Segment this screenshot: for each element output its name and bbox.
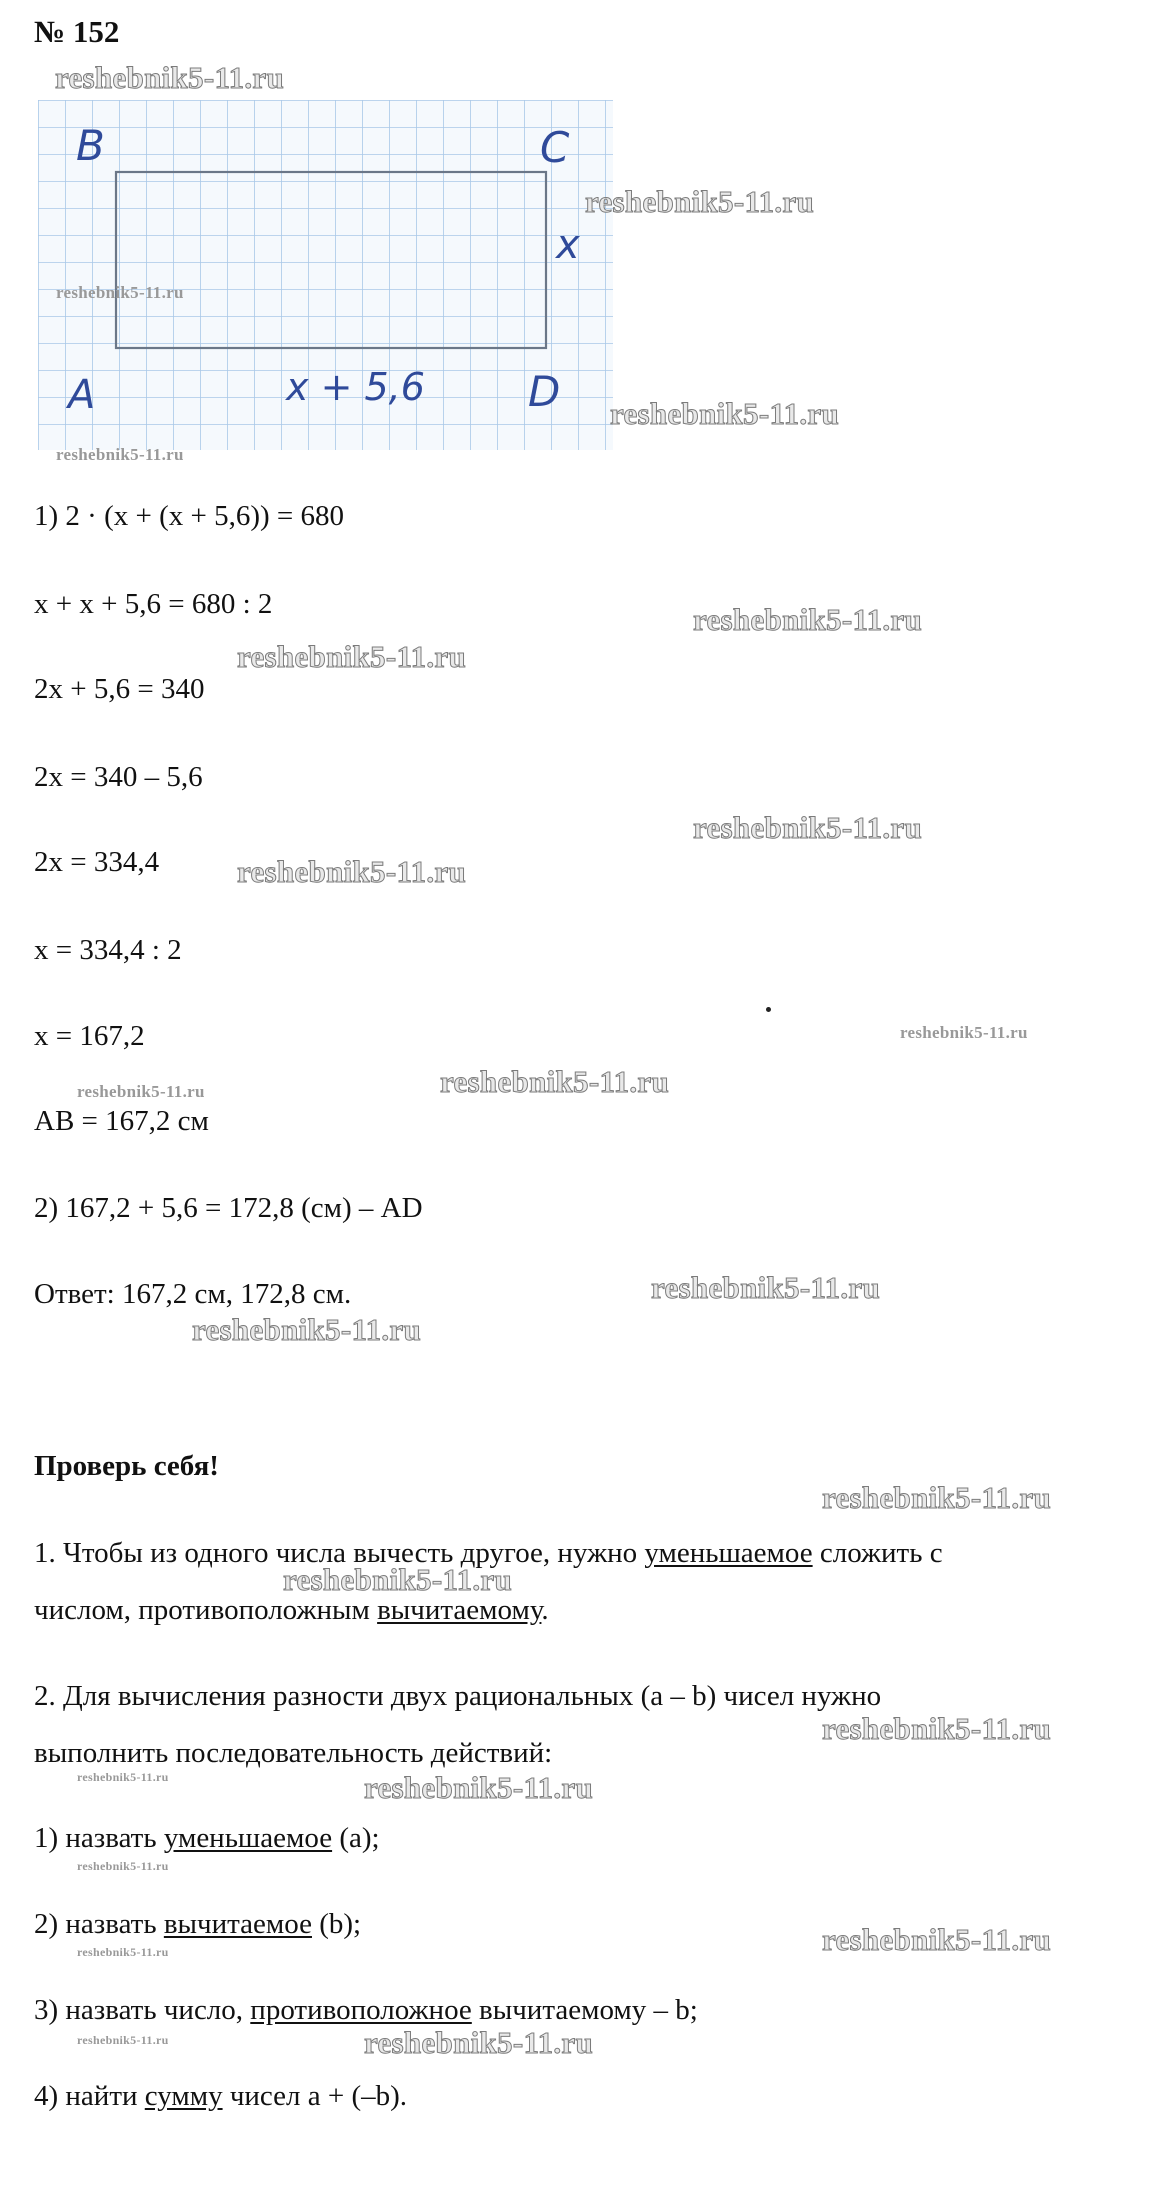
watermark: reshebnik5-11.ru — [237, 639, 467, 674]
p1-text-a: 1. Чтобы из одного числа вычесть другое, нужно — [34, 1537, 645, 1569]
solution-line-5: 2x = 334,4 — [34, 846, 160, 878]
watermark: reshebnik5-11.ru — [283, 1562, 513, 1597]
watermark: reshebnik5-11.ru — [55, 60, 285, 95]
step-2 — [34, 1908, 361, 1941]
answer-line: Ответ: 167,2 см, 172,8 см. — [34, 1278, 352, 1310]
stray-dot — [766, 1007, 771, 1012]
side-x-label: x — [556, 222, 580, 268]
vertex-d-label: D — [528, 367, 561, 416]
watermark: reshebnik5-11.ru — [822, 1922, 1052, 1957]
watermark: reshebnik5-11.ru — [56, 283, 184, 302]
problem-number: № 152 — [34, 14, 120, 49]
watermark: reshebnik5-11.ru — [693, 810, 923, 845]
watermark: reshebnik5-11.ru — [651, 1270, 881, 1305]
watermark: reshebnik5-11.ru — [693, 602, 923, 637]
p1-text-b: сложить с — [812, 1537, 943, 1569]
p1-text-d: . — [541, 1594, 549, 1626]
p1-text-c: числом, противоположным — [34, 1594, 378, 1626]
solution-line-3: 2x + 5,6 = 340 — [34, 673, 205, 705]
check-paragraph-1-line-2 — [34, 1594, 549, 1627]
side-bottom-label: x + 5,6 — [286, 365, 425, 409]
rectangle-figure — [38, 100, 613, 450]
step-2-text-b: (b); — [311, 1908, 362, 1940]
vertex-c-label: C — [540, 123, 570, 172]
watermark: reshebnik5-11.ru — [77, 1859, 169, 1873]
step-1-term: уменьшаемое — [163, 1822, 333, 1854]
p1-term-subtrahend: вычитаемому — [377, 1594, 542, 1626]
step-3 — [34, 1994, 698, 2027]
step-4-text-b: чисел a + (–b). — [222, 2080, 408, 2112]
watermark: reshebnik5-11.ru — [237, 854, 467, 889]
watermark: reshebnik5-11.ru — [192, 1312, 422, 1347]
p1-term-minuend: уменьшаемое — [644, 1537, 813, 1569]
watermark: reshebnik5-11.ru — [364, 2025, 594, 2060]
check-paragraph-2-line-1: 2. Для вычисления разности двух рациональных (a – b) чисел нужно — [34, 1680, 882, 1712]
step-1-text-b: (a); — [332, 1822, 380, 1854]
watermark: reshebnik5-11.ru — [440, 1064, 670, 1099]
solution-line-1: 1) 2 · (x + (x + 5,6)) = 680 — [34, 500, 345, 532]
watermark: reshebnik5-11.ru — [610, 396, 840, 431]
watermark: reshebnik5-11.ru — [822, 1711, 1052, 1746]
watermark: reshebnik5-11.ru — [77, 1082, 205, 1101]
solution-line-8: AB = 167,2 см — [34, 1105, 209, 1137]
watermark: reshebnik5-11.ru — [77, 1770, 169, 1784]
watermark: reshebnik5-11.ru — [585, 184, 815, 219]
watermark: reshebnik5-11.ru — [77, 2033, 169, 2047]
solution-line-2: x + x + 5,6 = 680 : 2 — [34, 588, 273, 620]
watermark: reshebnik5-11.ru — [900, 1023, 1028, 1042]
solution-line-6: x = 334,4 : 2 — [34, 934, 182, 966]
solution-line-4: 2x = 340 – 5,6 — [34, 761, 203, 793]
step-3-text-b: вычитаемому – b; — [471, 1994, 698, 2026]
step-4-text-a: 4) найти — [34, 2080, 145, 2112]
step-2-text-a: 2) назвать — [34, 1908, 164, 1940]
watermark: reshebnik5-11.ru — [56, 445, 184, 464]
step-4-term: сумму — [144, 2080, 223, 2112]
step-3-term: противоположное — [250, 1994, 472, 2026]
check-paragraph-2-line-2: выполнить последовательность действий: — [34, 1737, 553, 1769]
watermark: reshebnik5-11.ru — [77, 1945, 169, 1959]
solution-line-9: 2) 167,2 + 5,6 = 172,8 (см) – AD — [34, 1192, 423, 1224]
watermark: reshebnik5-11.ru — [364, 1770, 594, 1805]
watermark: reshebnik5-11.ru — [822, 1480, 1052, 1515]
vertex-a-label: A — [68, 372, 96, 418]
step-2-term: вычитаемое — [163, 1908, 312, 1940]
check-heading: Проверь себя! — [34, 1450, 219, 1482]
step-4 — [34, 2080, 407, 2113]
step-1-text-a: 1) назвать — [34, 1822, 164, 1854]
vertex-b-label: B — [76, 121, 105, 170]
step-1 — [34, 1822, 380, 1855]
step-3-text-a: 3) назвать число, — [34, 1994, 251, 2026]
solution-line-7: x = 167,2 — [34, 1020, 145, 1052]
